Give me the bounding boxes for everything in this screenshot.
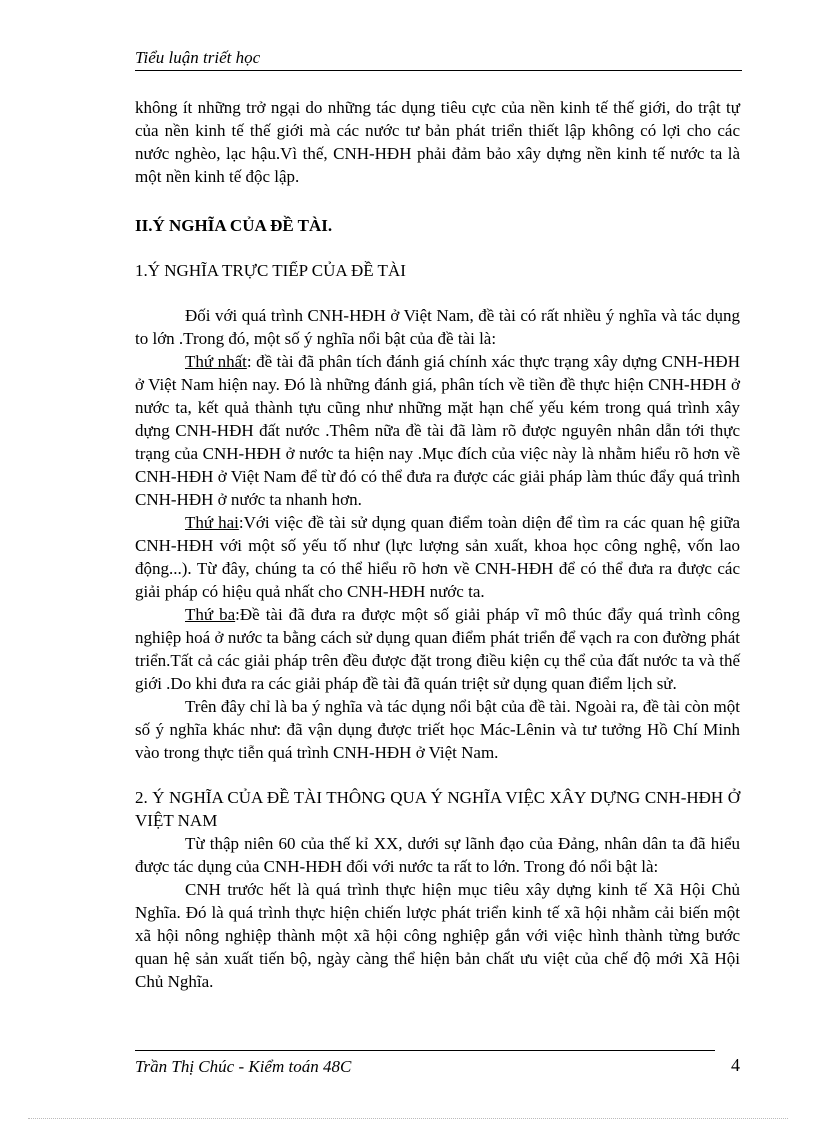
- paragraph: [135, 603, 740, 695]
- paragraph: Từ thập niên 60 của thế kỉ XX, dưới sự lãnh đạo của Đảng, nhân dân ta đã hiểu được tác dụng của CNH-HĐH đối với nước ta rất to lớn. Trong đó nổi bật là:: [135, 834, 740, 876]
- paragraph: Trên đây chỉ là ba ý nghĩa và tác dụng nổi bật của đề tài. Ngoài ra, đề tài còn một số ý nghĩa khác như: đã vận dụng được triết học Mác-Lênin và tư tưởng Hồ Chí Minh vào trong thực tiễn quá trình CNH-HĐH ở Việt Nam.: [135, 697, 740, 762]
- subsection-heading: 2. Ý NGHĨA CỦA ĐỀ TÀI THÔNG QUA Ý NGHĨA VIỆC XÂY DỰNG CNH-HĐH Ở VIỆT NAM: [135, 788, 740, 830]
- paragraph-continuation: không ít những trở ngại do những tác dụng tiêu cực của nền kinh tế thế giới, do trật tự của nền kinh tế thế giới mà các nước tư bản phát triển thiết lập không có lợi cho các nước nghèo, lạc hậu.Vì thế, CNH-HĐH phải đảm bảo xây dựng nền kinh tế nước ta là một nền kinh tế độc lập.: [135, 98, 740, 186]
- footer-divider: [135, 1050, 715, 1051]
- point-label: Thứ hai: [185, 513, 239, 532]
- page-header: [135, 48, 742, 71]
- subsection-heading: 1.Ý NGHĨA TRỰC TIẾP CỦA ĐỀ TÀI: [135, 261, 406, 280]
- paragraph: Đối với quá trình CNH-HĐH ở Việt Nam, đề tài có rất nhiều ý nghĩa và tác dụng to lớn .Trong đó, một số ý nghĩa nổi bật của đề tài là:: [135, 306, 740, 348]
- page-bottom-edge: [28, 1118, 788, 1119]
- point-label: Thứ ba: [185, 605, 236, 624]
- point-label: Thứ nhất: [185, 352, 247, 371]
- paragraph: [135, 350, 740, 511]
- point-text: :Đề tài đã đưa ra được một số giải pháp vĩ mô thúc đẩy quá trình công nghiệp hoá ở nước ta bằng cách sử dụng quan điểm phát triển để vạch ra con đường phát triển.Tất cả các giải pháp trên đều được đặt trong điều kiện cụ thể của đất nước ta và thế giới .Do khi đưa ra các giải pháp đề tài đã quán triệt sử dụng quan điểm lịch sử.: [135, 605, 740, 693]
- point-text: :Với việc đề tài sử dụng quan điểm toàn diện để tìm ra các quan hệ giữa CNH-HĐH với một số yếu tố như (lực lượng sản xuất, khoa học công nghệ, vốn lao động...). Từ đây, chúng ta có thể hiểu rõ hơn về CNH-HĐH để có thể đưa ra được các giải pháp có hiệu quả nhất cho CNH-HĐH nước ta.: [135, 513, 740, 601]
- header-title: Tiểu luận triết học: [135, 48, 261, 67]
- point-text: : đề tài đã phân tích đánh giá chính xác thực trạng xây dựng CNH-HĐH ở Việt Nam hiện nay. Đó là những đánh giá, phân tích về tiền đề thực hiện CNH-HĐH ở nước ta, kết quả thành tựu cũng như những mặt hạn chế yếu kém trong quá trình xây dựng CNH-HĐH đất nước .Thêm nữa đề tài đã làm rõ được nguyên nhân dẫn tới thực trạng của CNH-HĐH ở nước ta hiện nay .Mục đích của việc này là nhằm hiểu rõ hơn về CNH-HĐH ở Việt Nam để từ đó có thể đưa ra được các giải pháp làm thúc đẩy quá trình CNH-HĐH ở nước ta nhanh hơn.: [135, 352, 740, 509]
- paragraph: CNH trước hết là quá trình thực hiện mục tiêu xây dựng kinh tế Xã Hội Chủ Nghĩa. Đó là quá trình thực hiện chiến lược phát triển kinh tế xã hội nhằm cải biến một xã hội nông nghiệp thành một xã hội công nghiệp gắn với việc hình thành từng bước quan hệ sản xuất tiến bộ, ngày càng thể hiện bản chất ưu việt của chế độ mới Xã Hội Chủ Nghĩa.: [135, 880, 740, 991]
- page-body: [135, 96, 740, 993]
- paragraph: [135, 511, 740, 603]
- footer-author: Trần Thị Chúc - Kiểm toán 48C: [135, 1057, 352, 1076]
- page-footer: [135, 1050, 742, 1080]
- page-number: 4: [731, 1055, 740, 1075]
- section-heading: II.Ý NGHĨA CỦA ĐỀ TÀI.: [135, 216, 333, 235]
